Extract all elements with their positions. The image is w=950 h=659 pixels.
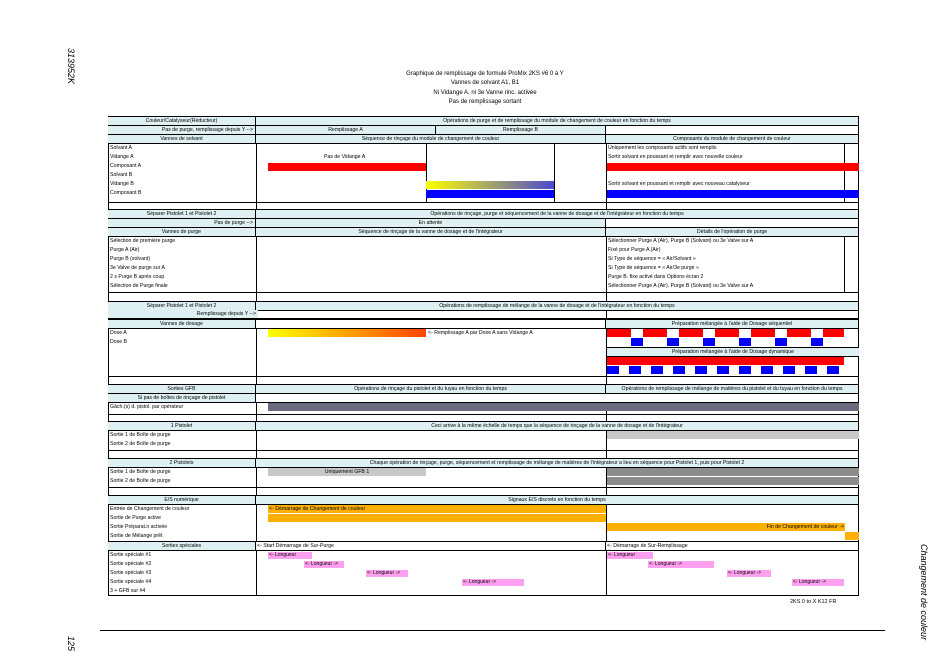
- s1-header-3: [108, 134, 859, 144]
- special-1-pulse-b: <- Longueur: [607, 552, 653, 559]
- special-1-pulse-a: <- Longueur: [268, 552, 312, 559]
- s5-header-1: [108, 421, 859, 431]
- special-row-label: Sortie spéciale #3: [110, 570, 152, 576]
- s3-h3-left: Vannes de dosage: [108, 320, 256, 328]
- s1-h3-mid: Séquence de rinçage du module de changement de couleur: [256, 135, 606, 143]
- special-2-pulse-b: <- Longueur ->: [648, 561, 714, 568]
- purge-row-label: 2 s Purge B après coup: [110, 274, 165, 280]
- s4-header-2: [108, 393, 859, 403]
- special-h-left: Sorties spéciales: [108, 542, 256, 550]
- page-footer-rule: [100, 630, 885, 631]
- component-b-fill-bar: [607, 190, 859, 198]
- title-line: Ni Vidange A, ni 3e Vanne rinc. activée: [433, 89, 537, 96]
- s2-h1-right: Opérations de rinçage, purge et séquencement de la vanne de dosage et de l'intégrateur en fonction du temps: [256, 210, 859, 218]
- special-row-label: Sortie spéciale #2: [110, 561, 152, 567]
- s6-header-1: [108, 458, 859, 468]
- seq-dose-a-pulses: [607, 329, 844, 337]
- trigger-bar: [268, 403, 859, 411]
- s3-h1-right: Opérations de remplissage de mélange de la vanne de dosage et de l'intégrateur en fonction du temps: [256, 302, 859, 310]
- io-row-label: Sortie de Mélange prêt: [110, 533, 163, 539]
- box2-bar-a: [607, 468, 859, 476]
- special-2-pulse-a: <- Longueur ->: [304, 561, 344, 568]
- valve-row-label: Solvant B: [110, 172, 133, 178]
- title-line: Pas de remplissage sortant: [448, 99, 522, 106]
- component-note: Uniquement les composants actifs sont remplis: [608, 145, 717, 151]
- purge-row-label: Purge A (Air): [110, 247, 140, 253]
- vidange-b-gradient-bar: [426, 181, 554, 189]
- valve-row-label: Solvant A: [110, 145, 132, 151]
- seq-dosing-label: Préparation mélangée à l'aide de Dosage séquentiel: [606, 320, 859, 328]
- s1-h3-left: Vannes de solvant: [108, 135, 256, 143]
- purge-row-label: Purge B (solvant): [110, 256, 151, 262]
- dyn-dose-a-bar: [607, 357, 844, 365]
- special-h-mid: <- Start Démarrage de Sur-Purge: [256, 542, 606, 550]
- purge-detail: Si Type de séquence = « Air/3e purge »: [608, 265, 699, 271]
- box-row-label: Sortie 1 de Boîte de purge: [110, 469, 171, 475]
- s7-header-1: [108, 495, 859, 505]
- composant-a-bar: [268, 163, 426, 171]
- box-row-label: Sortie 1 de Boîte de purge: [110, 432, 171, 438]
- title-line: Vannes de solvant A1, B1: [450, 80, 520, 87]
- fill-active-bar: Fin de Changement de couleur ->: [607, 523, 845, 531]
- s1-h1-right: Opérations de purge et de remplissage du module de changement de couleur en fonction du temps: [256, 117, 859, 125]
- purge-active-bar: [268, 514, 606, 522]
- s7-h1-left: E/S numérique: [108, 496, 256, 504]
- s4-h1-mid: Opérations de rinçage du pistolet et du tuyau en fonction du temps: [256, 385, 606, 393]
- special-row-label: Sortie spéciale #1: [110, 552, 152, 558]
- special-row-label: 3 + GFB sur #4: [110, 588, 146, 594]
- box2-bar-b: [607, 477, 859, 485]
- special-4-pulse-b: <- Longueur ->: [792, 579, 844, 586]
- component-note: Sortir solvant en poussant et remplir avec nouvelle couleur: [608, 154, 743, 160]
- side-section-label: Changement de couleur: [919, 544, 929, 641]
- composant-b-bar: [426, 190, 554, 198]
- s4-h1-left: Sorties GFB: [108, 385, 256, 393]
- valve-row-label: Vidange B: [110, 181, 134, 187]
- s3-h1-left: Séparer Pistolet 1 et Pistolet 2: [108, 302, 256, 310]
- purge-row-label: Sélection de Purge finale: [110, 283, 168, 289]
- component-note: Sortir solvant en poussant et remplir avec nouveau catalyseur: [608, 181, 750, 187]
- s4-h1-right: Opérations de remplissage de mélange de matières du pistolet et du tuyau en fonction du temps: [606, 385, 859, 393]
- s1-h1-left: Couleur/Catalyseur(Réducteur): [108, 117, 256, 125]
- purge-detail: Si Type de séquence = « Air/Solvant »: [608, 256, 696, 262]
- dose-row-label: Dose B: [110, 339, 128, 345]
- io-row-label: Entrée de Changement de couleur: [110, 506, 190, 512]
- s2-h2-mid: En attente: [256, 219, 606, 227]
- s7-h1-right: Signaux E/S discrets en fonction du temps: [256, 496, 859, 504]
- purge-detail: Sélectionner Purge A (Air), Purge B (Solvant) ou 3e Valve sur A: [608, 283, 754, 289]
- special-4-pulse-a: <- Longueur ->: [462, 579, 524, 586]
- mix-ready-bar: [845, 532, 859, 540]
- box-row-label: Sortie 2 de Boîte de purge: [110, 441, 171, 447]
- page-number: 125: [66, 636, 76, 652]
- special-row-label: Sortie spéciale #4: [110, 579, 152, 585]
- gfb1-only-bar: Uniquement GFB 1: [268, 468, 426, 476]
- chart-title-block: [320, 70, 650, 108]
- purge-row-label: 3e Valve de purge sur A: [110, 265, 165, 271]
- s2-h3-left: Vannes de purge: [108, 228, 256, 236]
- io-row-label: Sortie Préparat.n activée: [110, 524, 168, 530]
- s2-h2-left: Pas de purge -->: [108, 219, 256, 227]
- pas-vidange-label: Pas de Vidange A: [324, 154, 366, 160]
- s5-h1-right: Ceci arrive à la même échelle de temps que la séquence de rinçage de la vanne de dosage et de l'intégrateur: [256, 422, 859, 430]
- s2-h1-left: Séparer Pistolet 1 et Pistolet 2: [108, 210, 256, 218]
- dose-a-note: <- Remplissage A par Dose A sans Vidange A: [428, 330, 533, 336]
- purge-row-label: Sélection de première purge: [110, 238, 176, 244]
- title-line: Graphique de remplissage de formule ProMix 2KS #6 0 à Y: [406, 71, 564, 77]
- s3-h2-left: Remplissage depuis Y -->: [108, 310, 258, 318]
- purge-detail: Purge B. fixe activé dans Options écran 2: [608, 274, 704, 280]
- component-a-fill-bar: [607, 163, 859, 171]
- io-row-label: Sortie de Purge active: [110, 515, 162, 521]
- s1-h2-fill-a: Remplissage A: [256, 126, 436, 134]
- s3-header-3: [108, 319, 859, 329]
- dose-row-label: Dose A: [110, 330, 127, 336]
- dyn-dosing-header: [607, 347, 859, 357]
- special-h-right: <- Démarrage de Sur-Remplissage: [606, 542, 859, 550]
- doc-number: 313952K: [66, 48, 76, 85]
- valve-row-label: Composant A: [110, 163, 142, 169]
- s1-h3-right: Composants du module de changement de couleur: [606, 135, 859, 143]
- box1-bar: [607, 431, 859, 439]
- purge-detail: Sélectionner Purge A (Air), Purge B (Solvant) ou 3e Valve sur A: [608, 238, 754, 244]
- trigger-row-label: Gâch.(s) d. pistol. par opérateur: [110, 404, 184, 410]
- dose-a-gradient-bar: [268, 329, 426, 337]
- special-3-pulse-b: <- Longueur ->: [727, 570, 771, 577]
- s1-h2-fill-b: Remplissage B: [436, 126, 606, 134]
- special-header: [108, 541, 859, 551]
- s1-h2-left: Pas de purge, remplissage depuis Y -->: [108, 126, 256, 134]
- s2-header-3: [108, 227, 859, 237]
- purge-detail: Fixé pour Purge A (Air): [608, 247, 661, 253]
- dyn-dosing-label: Préparation mélangée à l'aide de Dosage dynamique: [671, 349, 795, 355]
- footer-code: 2KS 0 to X K12 FR: [790, 599, 837, 605]
- s4-h2-left: Si pas de boîtes de rinçage de pistolet: [108, 394, 256, 402]
- box-row-label: Sortie 2 de Boîte de purge: [110, 478, 171, 484]
- s5-h1-left: 1 Pistolet: [108, 422, 256, 430]
- s3-header-2: [108, 310, 859, 319]
- s2-h3-mid: Séquence de rinçage de la vanne de dosage et de l'intégrateur: [256, 228, 606, 236]
- seq-dose-b-pulses: [607, 338, 844, 346]
- s6-h1-right: Chaque opération de rinçage, purge, séquencement et remplissage de mélange de matières de l'intégrateur a lieu en séquence pour Pistolet 1, puis pour Pistolet 2: [256, 459, 859, 467]
- special-3-pulse-a: <- Longueur ->: [366, 570, 408, 577]
- valve-row-label: Vidange A: [110, 154, 134, 160]
- cc-input-bar: <- Démarrage de Changement de couleur: [268, 505, 606, 513]
- dyn-dose-b-pulses: [607, 366, 844, 374]
- s6-h1-left: 2 Pistolets: [108, 459, 256, 467]
- valve-row-label: Composant B: [110, 190, 142, 196]
- s2-h3-right: Détails de l'opération de purge: [606, 228, 859, 236]
